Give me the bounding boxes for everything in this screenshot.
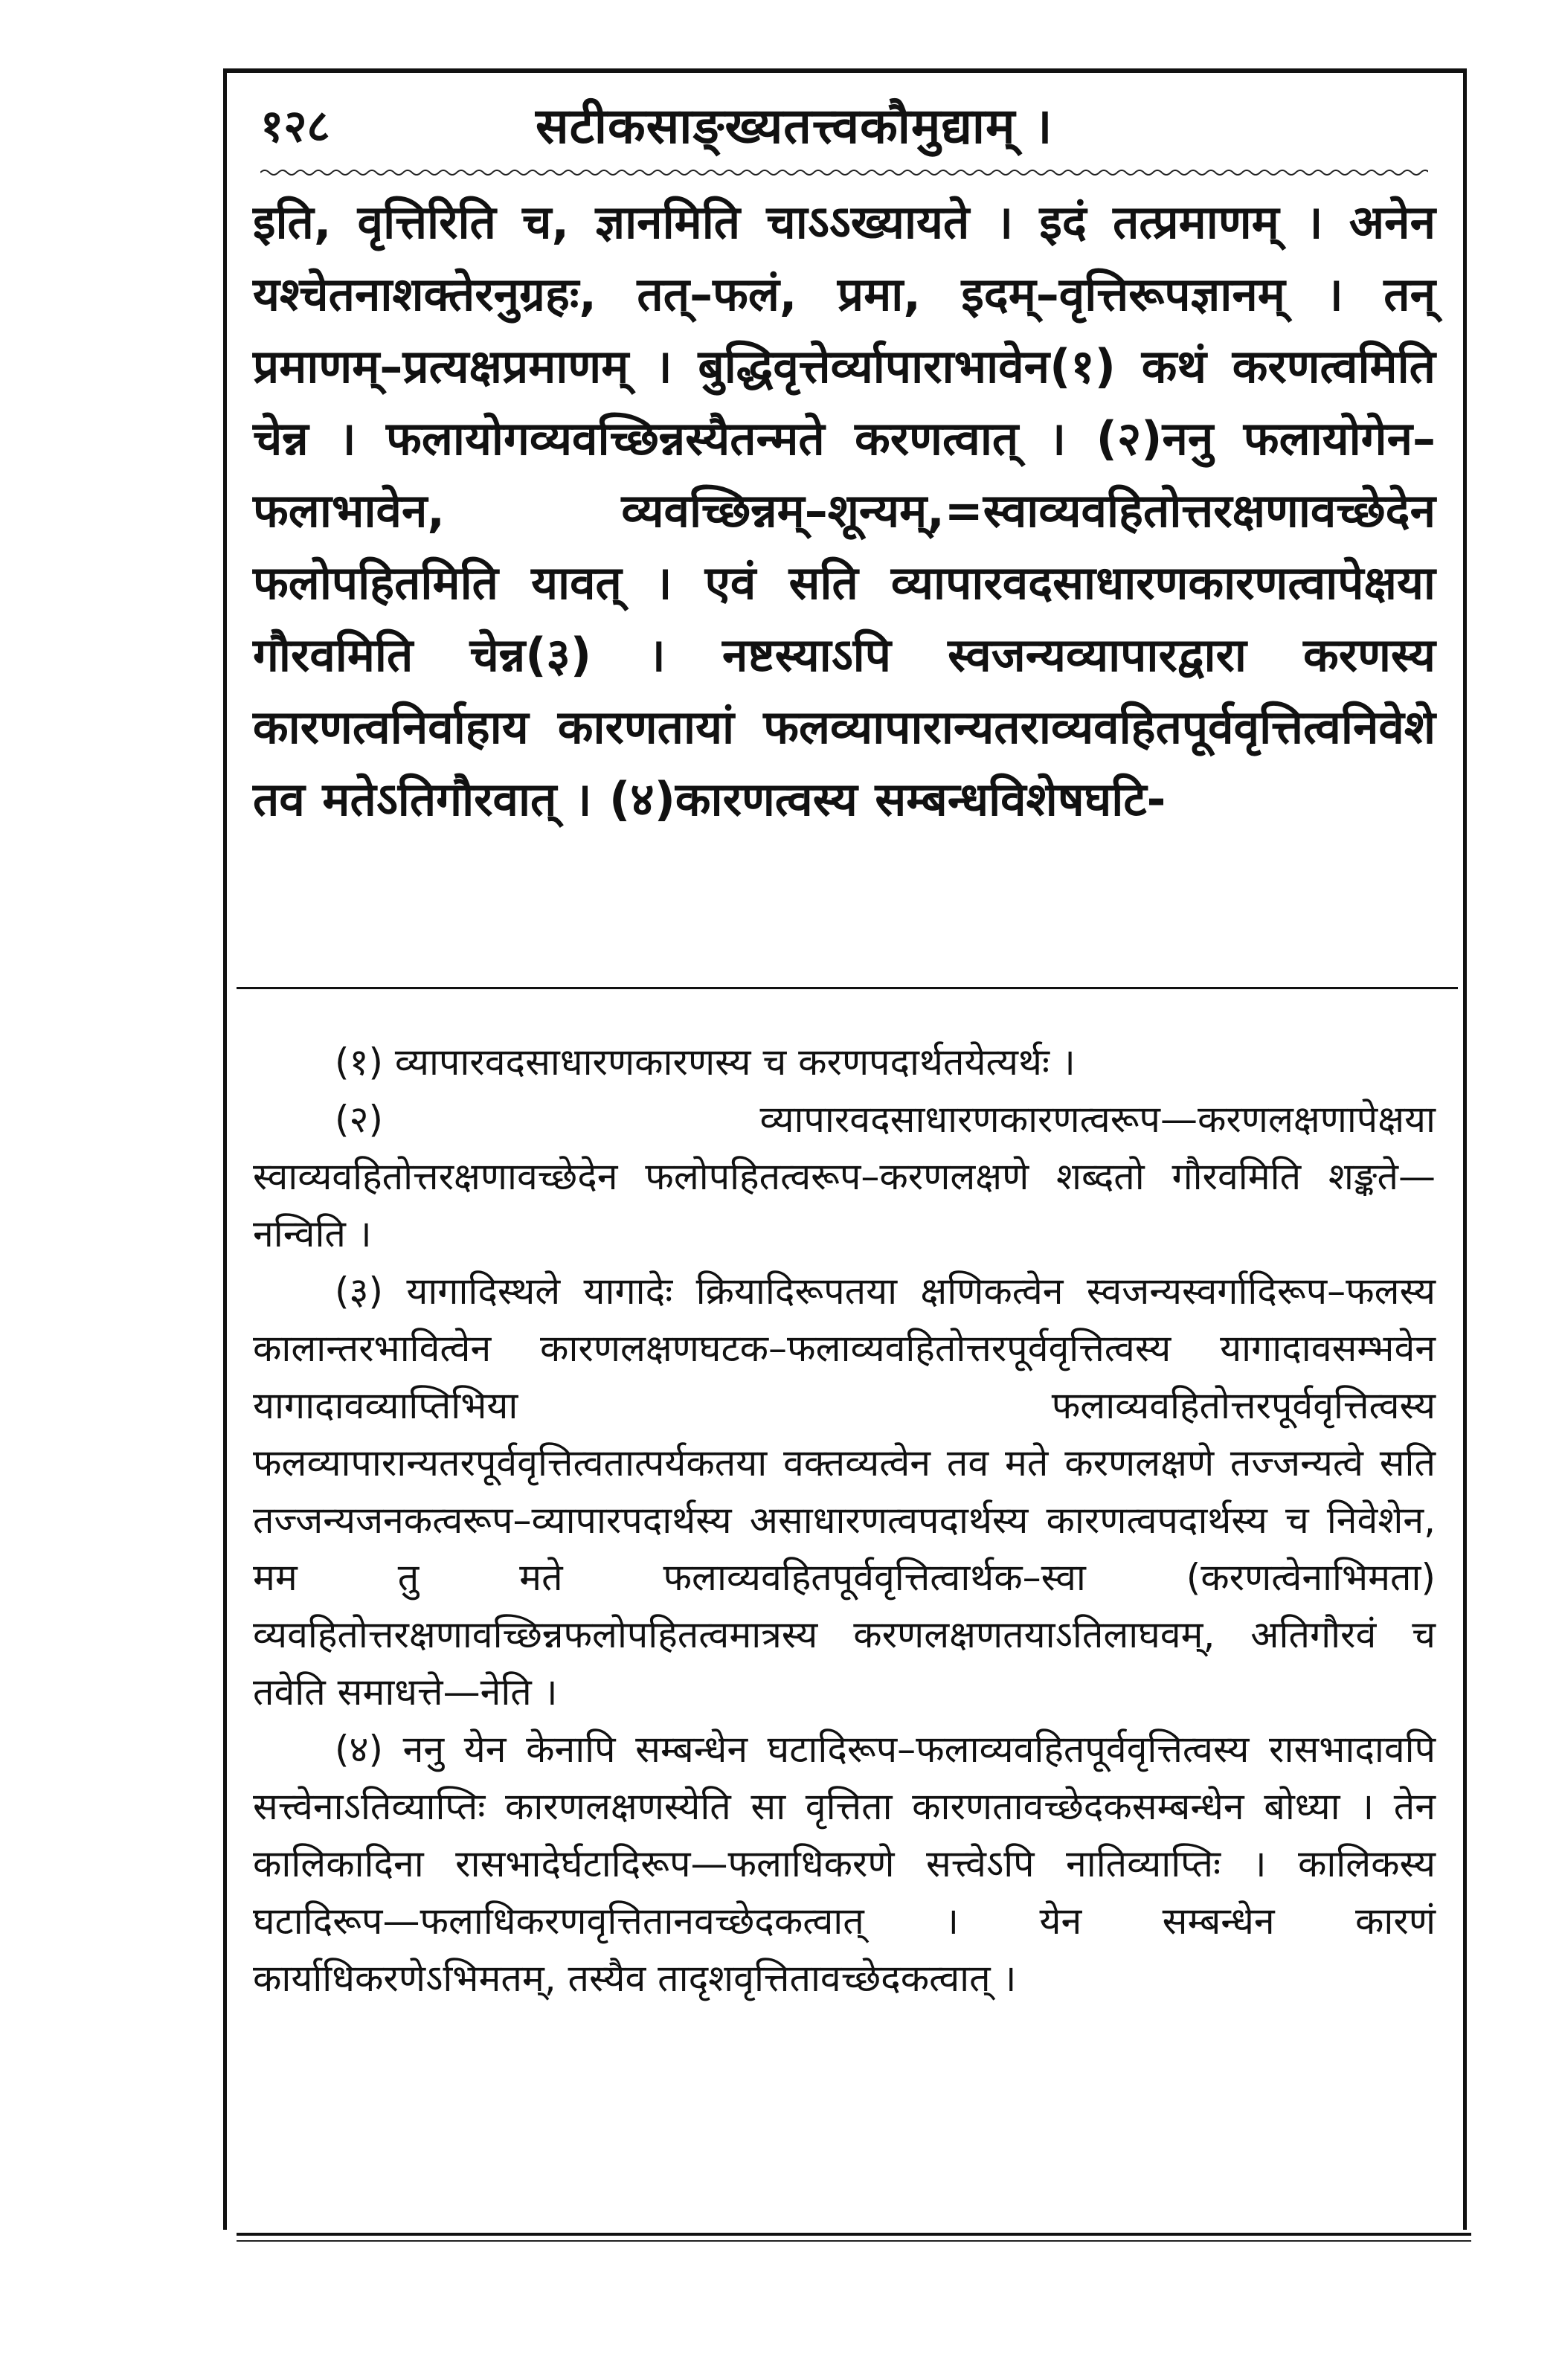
footnote-divider: [237, 987, 1458, 989]
running-title: सटीकसाङ्ख्यतत्त्वकौमुद्याम् ।: [536, 97, 1053, 155]
footnote-1: (१) व्यापारवदसाधारणकारणस्य च करणपदार्थतयेत्यर्थः ।: [335, 1041, 1076, 1084]
page-number: १२८: [260, 100, 330, 152]
footnote-2: (२) व्यापारवदसाधारणकारणत्वरूप—करणलक्षणापेक्षया स्वाव्यवहितोत्तरक्षणावच्छेदेन फलोपहितत्वरूप–करणलक्षणे शब्दतो गौरवमिति शङ्कते—नन्विति ।: [253, 1098, 1436, 1255]
page-header: [253, 86, 1428, 161]
footnote-3: (३) यागादिस्थले यागादेः क्रियादिरूपतया क्षणिकत्वेन स्वजन्यस्वर्गादिरूप–फलस्य कालान्तरभावित्वेन कारणलक्षणघटक–फलाव्यवहितोत्तरपूर्ववृत्तित्वस्य यागादावसम्भवेन यागादावव्याप्तिभिया फलाव्यवहितोत्तरपूर्ववृत्तित्वस्य फलव्यापारान्यतरपूर्ववृत्तित्वतात्पर्यकतया वक्तव्यत्वेन तव मते करणलक्षणे तज्जन्यत्वे सति तज्जन्यजनकत्वरूप–व्यापारपदार्थस्य असाधारणत्वपदार्थस्य कारणत्वपदार्थस्य च निवेशेन, मम तु मते फलाव्यवहितपूर्ववृत्तित्वार्थक–स्वा (करणत्वेनाभिमता) व्यवहितोत्तरक्षणावच्छिन्नफलोपहितत्वमात्रस्य करणलक्षणतयाऽतिलाघवम्, अतिगौरवं च तवेति समाधत्ते—नेति ।: [253, 1270, 1436, 1714]
bottom-rule-thin: [237, 2240, 1471, 2242]
bottom-rule: [237, 2233, 1471, 2236]
footnotes-block: [253, 1034, 1436, 2007]
main-text-block: [253, 186, 1436, 835]
footnote-4: (४) ननु येन केनापि सम्बन्धेन घटादिरूप–फलाव्यवहितपूर्ववृत्तित्वस्य रासभादावपि सत्त्वेनाऽतिव्याप्तिः कारणलक्षणस्येति सा वृत्तिता कारणतावच्छेदकसम्बन्धेन बोध्या । तेन कालिकादिना रासभादेर्घटादिरूप—फलाधिकरणे सत्त्वेऽपि नातिव्याप्तिः । कालिकस्य घटादिरूप—फलाधिकरणवृत्तितानवच्छेदकत्वात् । येन सम्बन्धेन कारणं कार्याधिकरणेऽभिमतम्, तस्यैव तादृशवृत्तितावच्छेदकत्वात् ।: [253, 1728, 1436, 2000]
wavy-divider: [260, 165, 1428, 180]
main-paragraph: इति, वृत्तिरिति च, ज्ञानमिति चाऽऽख्यायते । इदं तत्प्रमाणम् । अनेन यश्चेतनाशक्तेरनुग्रहः, तत्–फलं, प्रमा, इदम्–वृत्तिरूपज्ञानम् । तन् प्रमाणम्–प्रत्यक्षप्रमाणम् । बुद्धिवृत्तेर्व्यापाराभावेन(१) कथं करणत्वमिति चेन्न । फलायोगव्यवच्छिन्नस्यैतन्मते करणत्वात् । (२)ननु फलायोगेन–फलाभावेन, व्यवच्छिन्नम्–शून्यम्,=स्वाव्यवहितोत्तरक्षणावच्छेदेन फलोपहितमिति यावत् । एवं सति व्यापारवदसाधारणकारणत्वापेक्षया गौरवमिति चेन्न(३) । नष्टस्याऽपि स्वजन्यव्यापारद्वारा करणस्य कारणत्वनिर्वाहाय कारणतायां फलव्यापारान्यतराव्यवहितपूर्ववृत्तित्वनिवेशे तव मतेऽतिगौरवात् । (४)कारणत्वस्य सम्बन्धविशेषघटि-: [253, 195, 1436, 826]
